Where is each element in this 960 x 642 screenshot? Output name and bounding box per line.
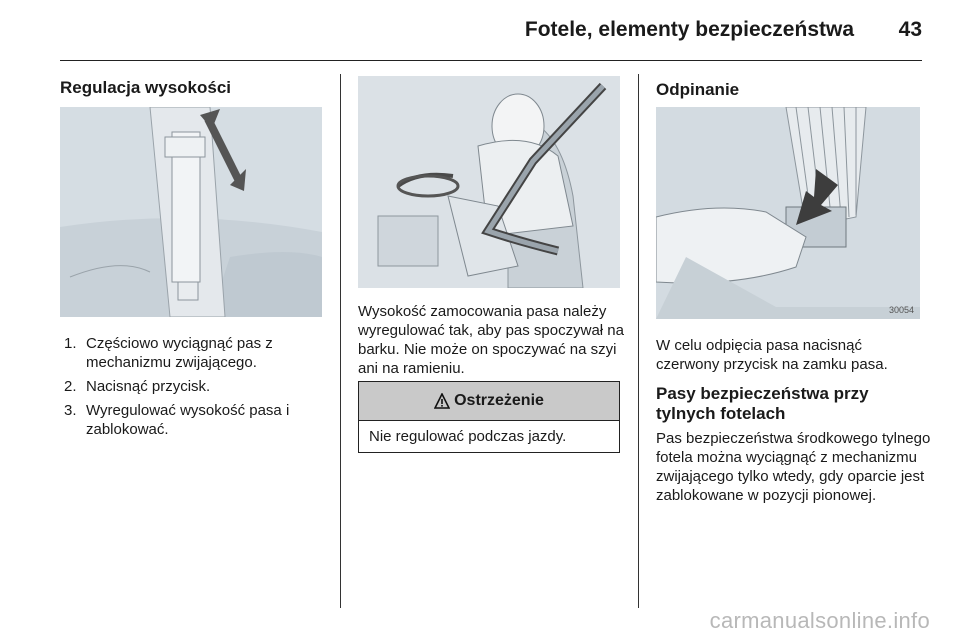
warning-text: Nie regulować podczas jazdy. bbox=[369, 428, 567, 445]
step-number: 3. bbox=[64, 402, 77, 419]
warning-title: Ostrzeżenie bbox=[454, 392, 544, 409]
rear-seatbelts-heading: Pasy bezpieczeństwa przy tylnych fotelach bbox=[656, 384, 869, 423]
instruction-steps bbox=[64, 334, 324, 444]
list-item bbox=[64, 377, 324, 396]
header-rule bbox=[60, 60, 922, 61]
step-number: 2. bbox=[64, 378, 77, 395]
buckle-release-illustration bbox=[656, 107, 920, 319]
page-header-title: Fotele, elementy bezpieczeństwa bbox=[524, 18, 854, 41]
watermark: carmanualsonline.info bbox=[709, 608, 930, 633]
warning-box bbox=[358, 381, 620, 453]
step-text: Wyregulować wysokość pasa i zablokować. bbox=[86, 402, 290, 438]
column-divider-1 bbox=[340, 74, 341, 608]
rear-seatbelts-paragraph: Pas bezpieczeństwa środkowego tylnego fotela można wyciągnąć z mechanizmu zwijającego tylko wtedy, gdy oparcie jest zablokowane w pozycji pionowej. bbox=[656, 430, 931, 504]
image-code: 30054 bbox=[888, 305, 914, 315]
list-item bbox=[64, 334, 324, 372]
warning-triangle-icon bbox=[434, 393, 450, 409]
belt-height-illustration bbox=[60, 107, 322, 317]
section-heading-unbuckling: Odpinanie bbox=[656, 80, 740, 99]
column-divider-2 bbox=[638, 74, 639, 608]
list-item bbox=[64, 401, 324, 439]
section-heading-height-adjust: Regulacja wysokości bbox=[60, 78, 232, 97]
driver-seatbelt-illustration bbox=[358, 76, 620, 288]
page-number: 43 bbox=[898, 18, 922, 41]
height-adjust-paragraph: Wysokość zamocowania pasa należy wyregulować tak, aby pas spoczywał na barku. Nie może on spoczywać na szyi ani na ramieniu. bbox=[358, 303, 624, 377]
warning-header bbox=[359, 382, 619, 421]
step-number: 1. bbox=[64, 335, 77, 352]
unbuckling-paragraph: W celu odpięcia pasa nacisnąć czerwony przycisk na zamku pasa. bbox=[656, 337, 888, 373]
step-text: Nacisnąć przycisk. bbox=[86, 378, 211, 395]
step-text: Częściowo wyciągnąć pas z mechanizmu zwijającego. bbox=[86, 335, 273, 371]
